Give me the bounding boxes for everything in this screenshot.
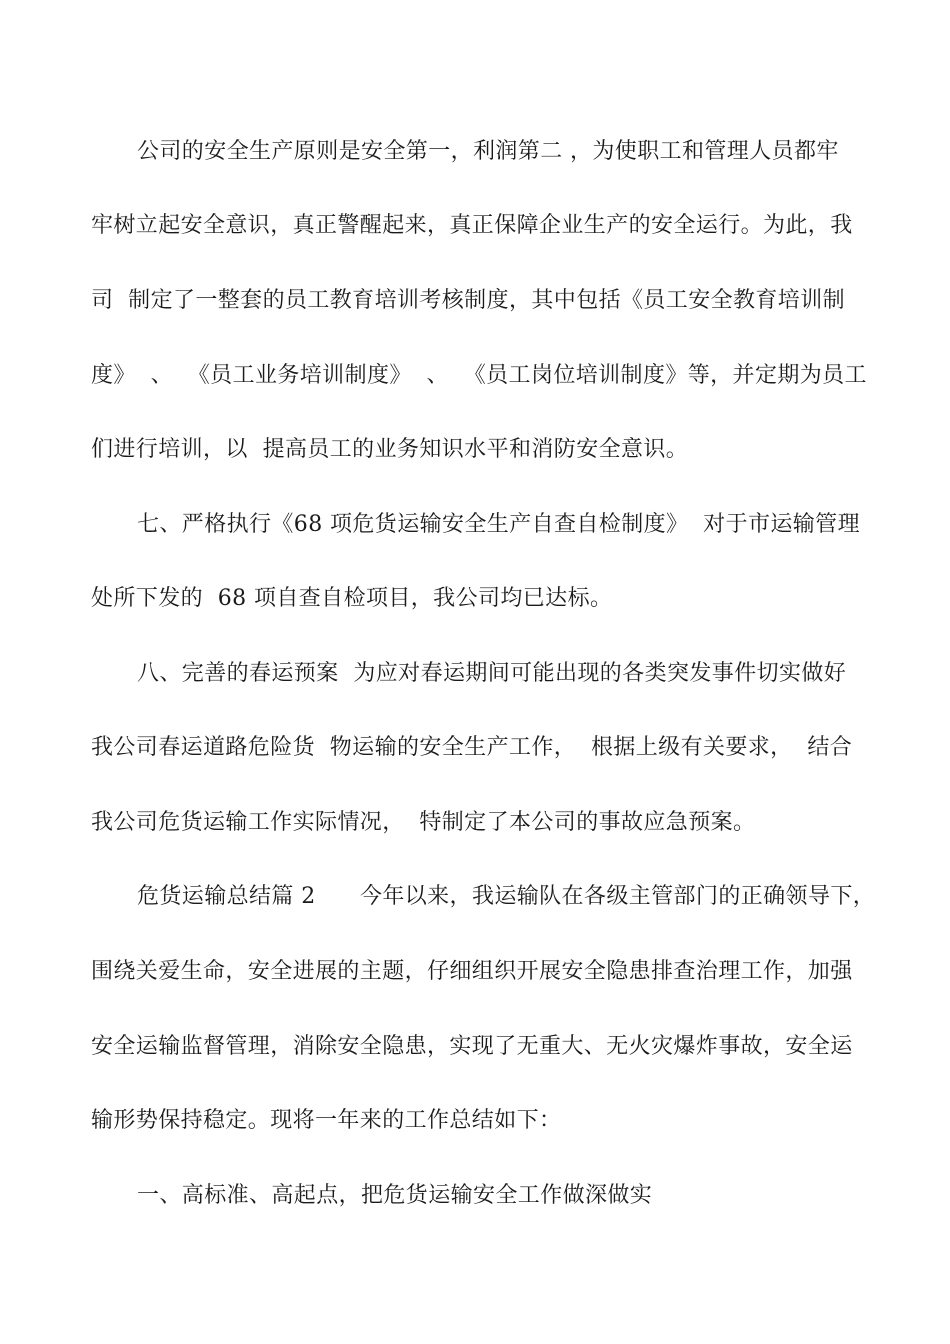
section-heading: 一、高标准、高起点，把危货运输安全工作做深做实 bbox=[137, 1183, 653, 1208]
paragraph-line: 公司的安全生产原则是安全第一，利润第二 ，为使职工和管理人员都牢 bbox=[137, 139, 839, 164]
paragraph-line: 我公司春运道路危险货 物运输的安全生产工作， 根据上级有关要求， 结合 bbox=[91, 735, 853, 760]
paragraph-line: 司 制定了一整套的员工教育培训考核制度，其中包括《员工安全教育培训制 bbox=[91, 288, 845, 313]
paragraph-line: 度》 、 《员工业务培训制度》 、 《员工岗位培训制度》等，并定期为员工 bbox=[91, 363, 867, 388]
paragraph-line: 处所下发的 68 项自查自检项目，我公司均已达标。 bbox=[91, 586, 613, 611]
paragraph-line: 牢树立起安全意识，真正警醒起来，真正保障企业生产的安全运行。为此，我 bbox=[91, 213, 853, 238]
paragraph-line: 七、严格执行《68 项危货运输安全生产自查自检制度》 对于市运输管理 bbox=[137, 512, 860, 537]
paragraph-line: 们进行培训，以 提高员工的业务知识水平和消防安全意识。 bbox=[91, 437, 689, 462]
paragraph-line: 输形势保持稳定。现将一年来的工作总结如下： bbox=[91, 1108, 562, 1133]
paragraph-line: 危货运输总结篇 2 今年以来，我运输队在各级主管部门的正确领导下， bbox=[137, 884, 876, 909]
paragraph-line: 围绕关爱生命，安全进展的主题，仔细组织开展安全隐患排查治理工作，加强 bbox=[91, 959, 853, 984]
paragraph-line: 安全运输监督管理，消除安全隐患，实现了无重大、无火灾爆炸事故，安全运 bbox=[91, 1034, 853, 1059]
paragraph-line: 八、完善的春运预案 为应对春运期间可能出现的各类突发事件切实做好 bbox=[137, 661, 847, 686]
paragraph-line: 我公司危货运输工作实际情况， 特制定了本公司的事故应急预案。 bbox=[91, 810, 756, 835]
